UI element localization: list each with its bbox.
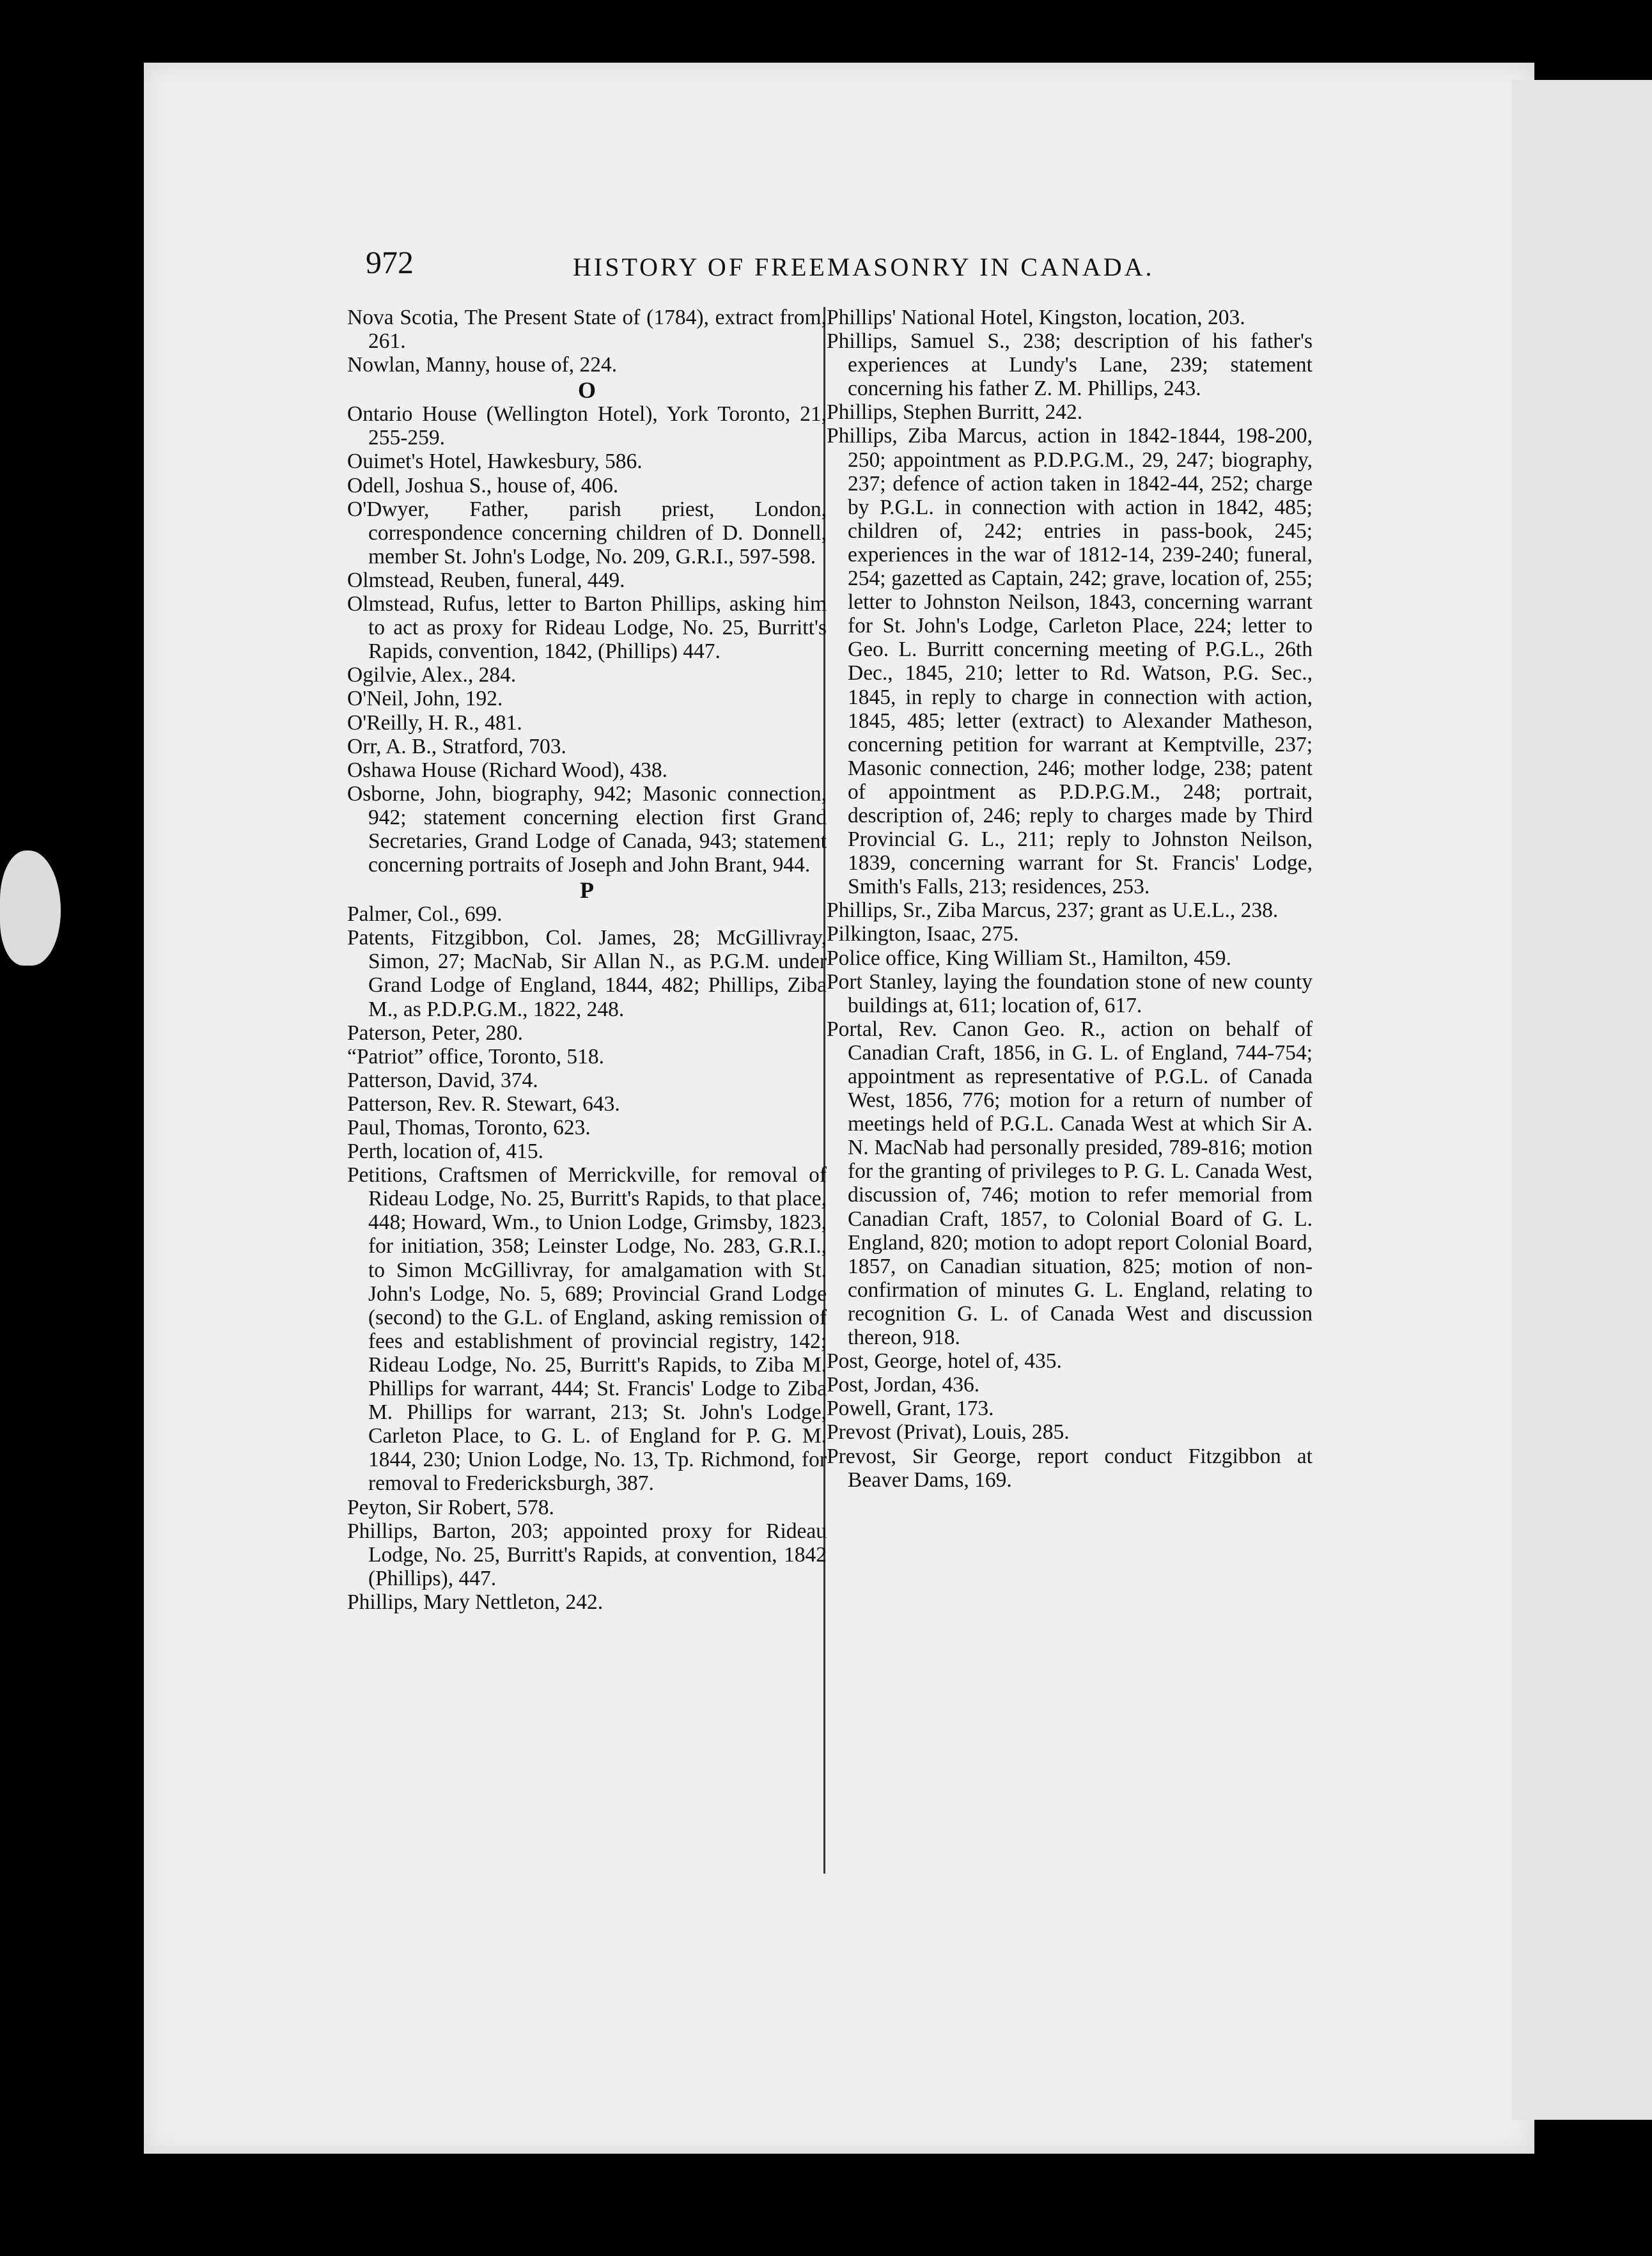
index-entry: “Patriot” office, Toronto, 518. — [347, 1044, 605, 1069]
paper-scrap — [0, 850, 61, 966]
index-entry: Patterson, David, 374. — [347, 1068, 538, 1092]
index-entry: Orr, A. B., Stratford, 703. — [347, 734, 566, 758]
index-entry: Perth, location of, 415. — [347, 1140, 544, 1164]
index-column-left — [347, 306, 827, 1892]
index-entry: Petitions, Craftsmen of Merrickville, for removal of Rideau Lodge, No. 25, Burritt's Rapids, to that place, 448; Howard, Wm., to Union Lodge, Grimsby, 1823, for initiation, 358; Leinster Lodge, No. 283, G.R.I., to Simon McGillivray, for amalgamation with St. John's Lodge, No. 5, 689; Provincial Grand Lodge (second) to the G.L. of England, asking remission of fees and establishment of provincial registry, 142; Rideau Lodge, No. 25, Burritt's Rapids, to Ziba M. Phillips for warrant, 444; St. Francis' Lodge to Ziba M. Phillips for warrant, 213; St. John's Lodge, Carleton Place, to G. L. of England for P. G. M. 1844, 230; Union Lodge, No. 13, Tp. Richmond, for removal to Fredericksburgh, 387. — [347, 1163, 827, 1496]
index-entry: Pilkington, Isaac, 275. — [827, 922, 1019, 946]
index-entry: Phillips, Samuel S., 238; description of his father's experiences at Lundy's Lane, 239; statement concerning his father Z. M. Phillips, 243. — [827, 329, 1313, 401]
index-entry: Powell, Grant, 173. — [827, 1397, 994, 1421]
index-entry: Phillips, Ziba Marcus, action in 1842-1844, 198-200, 250; appointment as P.D.P.G.M., 29, 247; biography, 237; defence of action taken in 1842-44, 252; charge by P.G.L. in connection with action in 1842, 485; children of, 242; entries in pass-book, 245; experiences in the war of 1812-14, 239-240; funeral, 254; gazetted as Captain, 242; grave, location of, 255; letter to Johnston Neilson, 1843, concerning warrant for St. John's Lodge, Carleton Place, 224; letter to Geo. L. Burritt concerning meeting of P.G.L., 26th Dec., 1845, 210; letter to Rd. Watson, P.G. Sec., 1845, in reply to charge in connection with action, 1845, 485; letter (extract) to Alexander Matheson, concerning petition for warrant at Kemptville, 237; Masonic connection, 246; mother lodge, 238; patent of appointment as P.D.P.G.M., 248; portrait, description of, 246; reply to charges made by Third Provincial G. L., 211; reply to Johnston Neilson, 1839, concerning warrant for St. Francis' Lodge, Smith's Falls, 213; residences, 253. — [827, 424, 1313, 899]
index-entry: Ontario House (Wellington Hotel), York Toronto, 21, 255-259. — [347, 402, 827, 450]
facing-page-edge — [1512, 80, 1652, 2120]
index-entry: Police office, King William St., Hamilton, 459. — [827, 946, 1231, 970]
index-entry: Post, Jordan, 436. — [827, 1373, 980, 1397]
index-entry: Portal, Rev. Canon Geo. R., action on behalf of Canadian Craft, 1856, in G. L. of England, 744-754; appointment as representative of P.G.L. of Canada West, 1856, 776; motion for a return of number of meetings held of P.G.L. Canada West at which Sir A. N. MacNab had personally presided, 789-816; motion for the granting of privileges to P. G. L. Canada West, discussion of, 746; motion to refer memorial from Canadian Craft, 1857, to Colonial Board of G. L. England, 820; motion to adopt report Colonial Board, 1857, on Canadian situation, 825; motion of non-confirmation of minutes G. L. England, relating to recognition G. L. of Canada West and discussion thereon, 918. — [827, 1017, 1313, 1350]
section-letter-heading: P — [580, 877, 594, 904]
section-letter-heading: O — [577, 377, 596, 403]
index-entry: Prevost, Sir George, report conduct Fitzgibbon at Beaver Dams, 169. — [827, 1444, 1313, 1492]
index-entry: Nova Scotia, The Present State of (1784), extract from, 261. — [347, 306, 827, 354]
index-entry: Patterson, Rev. R. Stewart, 643. — [347, 1092, 620, 1116]
index-entry: Port Stanley, laying the foundation stone of new county buildings at, 611; location of, 617. — [827, 969, 1313, 1017]
index-entry: Peyton, Sir Robert, 578. — [347, 1495, 554, 1519]
index-entry: Phillips, Stephen Burritt, 242. — [827, 400, 1083, 425]
index-entry: Phillips' National Hotel, Kingston, location, 203. — [827, 306, 1245, 329]
index-column-right — [827, 306, 1313, 1885]
page-number: 972 — [366, 244, 414, 280]
index-entry: Olmstead, Reuben, funeral, 449. — [347, 568, 625, 592]
index-entry: Ouimet's Hotel, Hawkesbury, 586. — [347, 450, 643, 474]
index-entry: Palmer, Col., 699. — [347, 902, 503, 927]
index-entry: Paterson, Peter, 280. — [347, 1021, 523, 1045]
index-entry: Odell, Joshua S., house of, 406. — [347, 473, 619, 497]
index-entry: Ogilvie, Alex., 284. — [347, 663, 517, 687]
index-entry: Nowlan, Manny, house of, 224. — [347, 353, 618, 377]
running-head: HISTORY OF FREEMASONRY IN CANADA. — [573, 253, 1155, 281]
index-entry: O'Dwyer, Father, parish priest, London, correspondence concerning children of D. Donnell, member St. John's Lodge, No. 209, G.R.I., 597-598. — [347, 497, 827, 568]
index-entry: Prevost (Privat), Louis, 285. — [827, 1420, 1070, 1445]
index-entry: Post, George, hotel of, 435. — [827, 1349, 1062, 1374]
index-entry: O'Neil, John, 192. — [347, 687, 503, 711]
index-entry: Osborne, John, biography, 942; Masonic connection, 942; statement concerning election first Grand Secretaries, Grand Lodge of Canada, 943; statement concerning portraits of Joseph and John Brant, 944. — [347, 781, 827, 877]
index-entry: Olmstead, Rufus, letter to Barton Phillips, asking him to act as proxy for Rideau Lodge, No. 25, Burritt's Rapids, convention, 1842, (Phillips) 447. — [347, 592, 827, 664]
index-entry: Patents, Fitzgibbon, Col. James, 28; McGillivray, Simon, 27; MacNab, Sir Allan N., as P.G.M. under Grand Lodge of England, 1844, 482; Phillips, Ziba M., as P.D.P.G.M., 1822, 248. — [347, 926, 827, 1021]
index-entry: Phillips, Barton, 203; appointed proxy for Rideau Lodge, No. 25, Burritt's Rapids, at convention, 1842 (Phillips), 447. — [347, 1519, 827, 1590]
index-entry: Phillips, Mary Nettleton, 242. — [347, 1590, 604, 1614]
index-entry: Paul, Thomas, Toronto, 623. — [347, 1116, 591, 1140]
index-entry: Oshawa House (Richard Wood), 438. — [347, 758, 667, 782]
index-entry: Phillips, Sr., Ziba Marcus, 237; grant as U.E.L., 238. — [827, 898, 1279, 923]
index-entry: O'Reilly, H. R., 481. — [347, 710, 522, 735]
